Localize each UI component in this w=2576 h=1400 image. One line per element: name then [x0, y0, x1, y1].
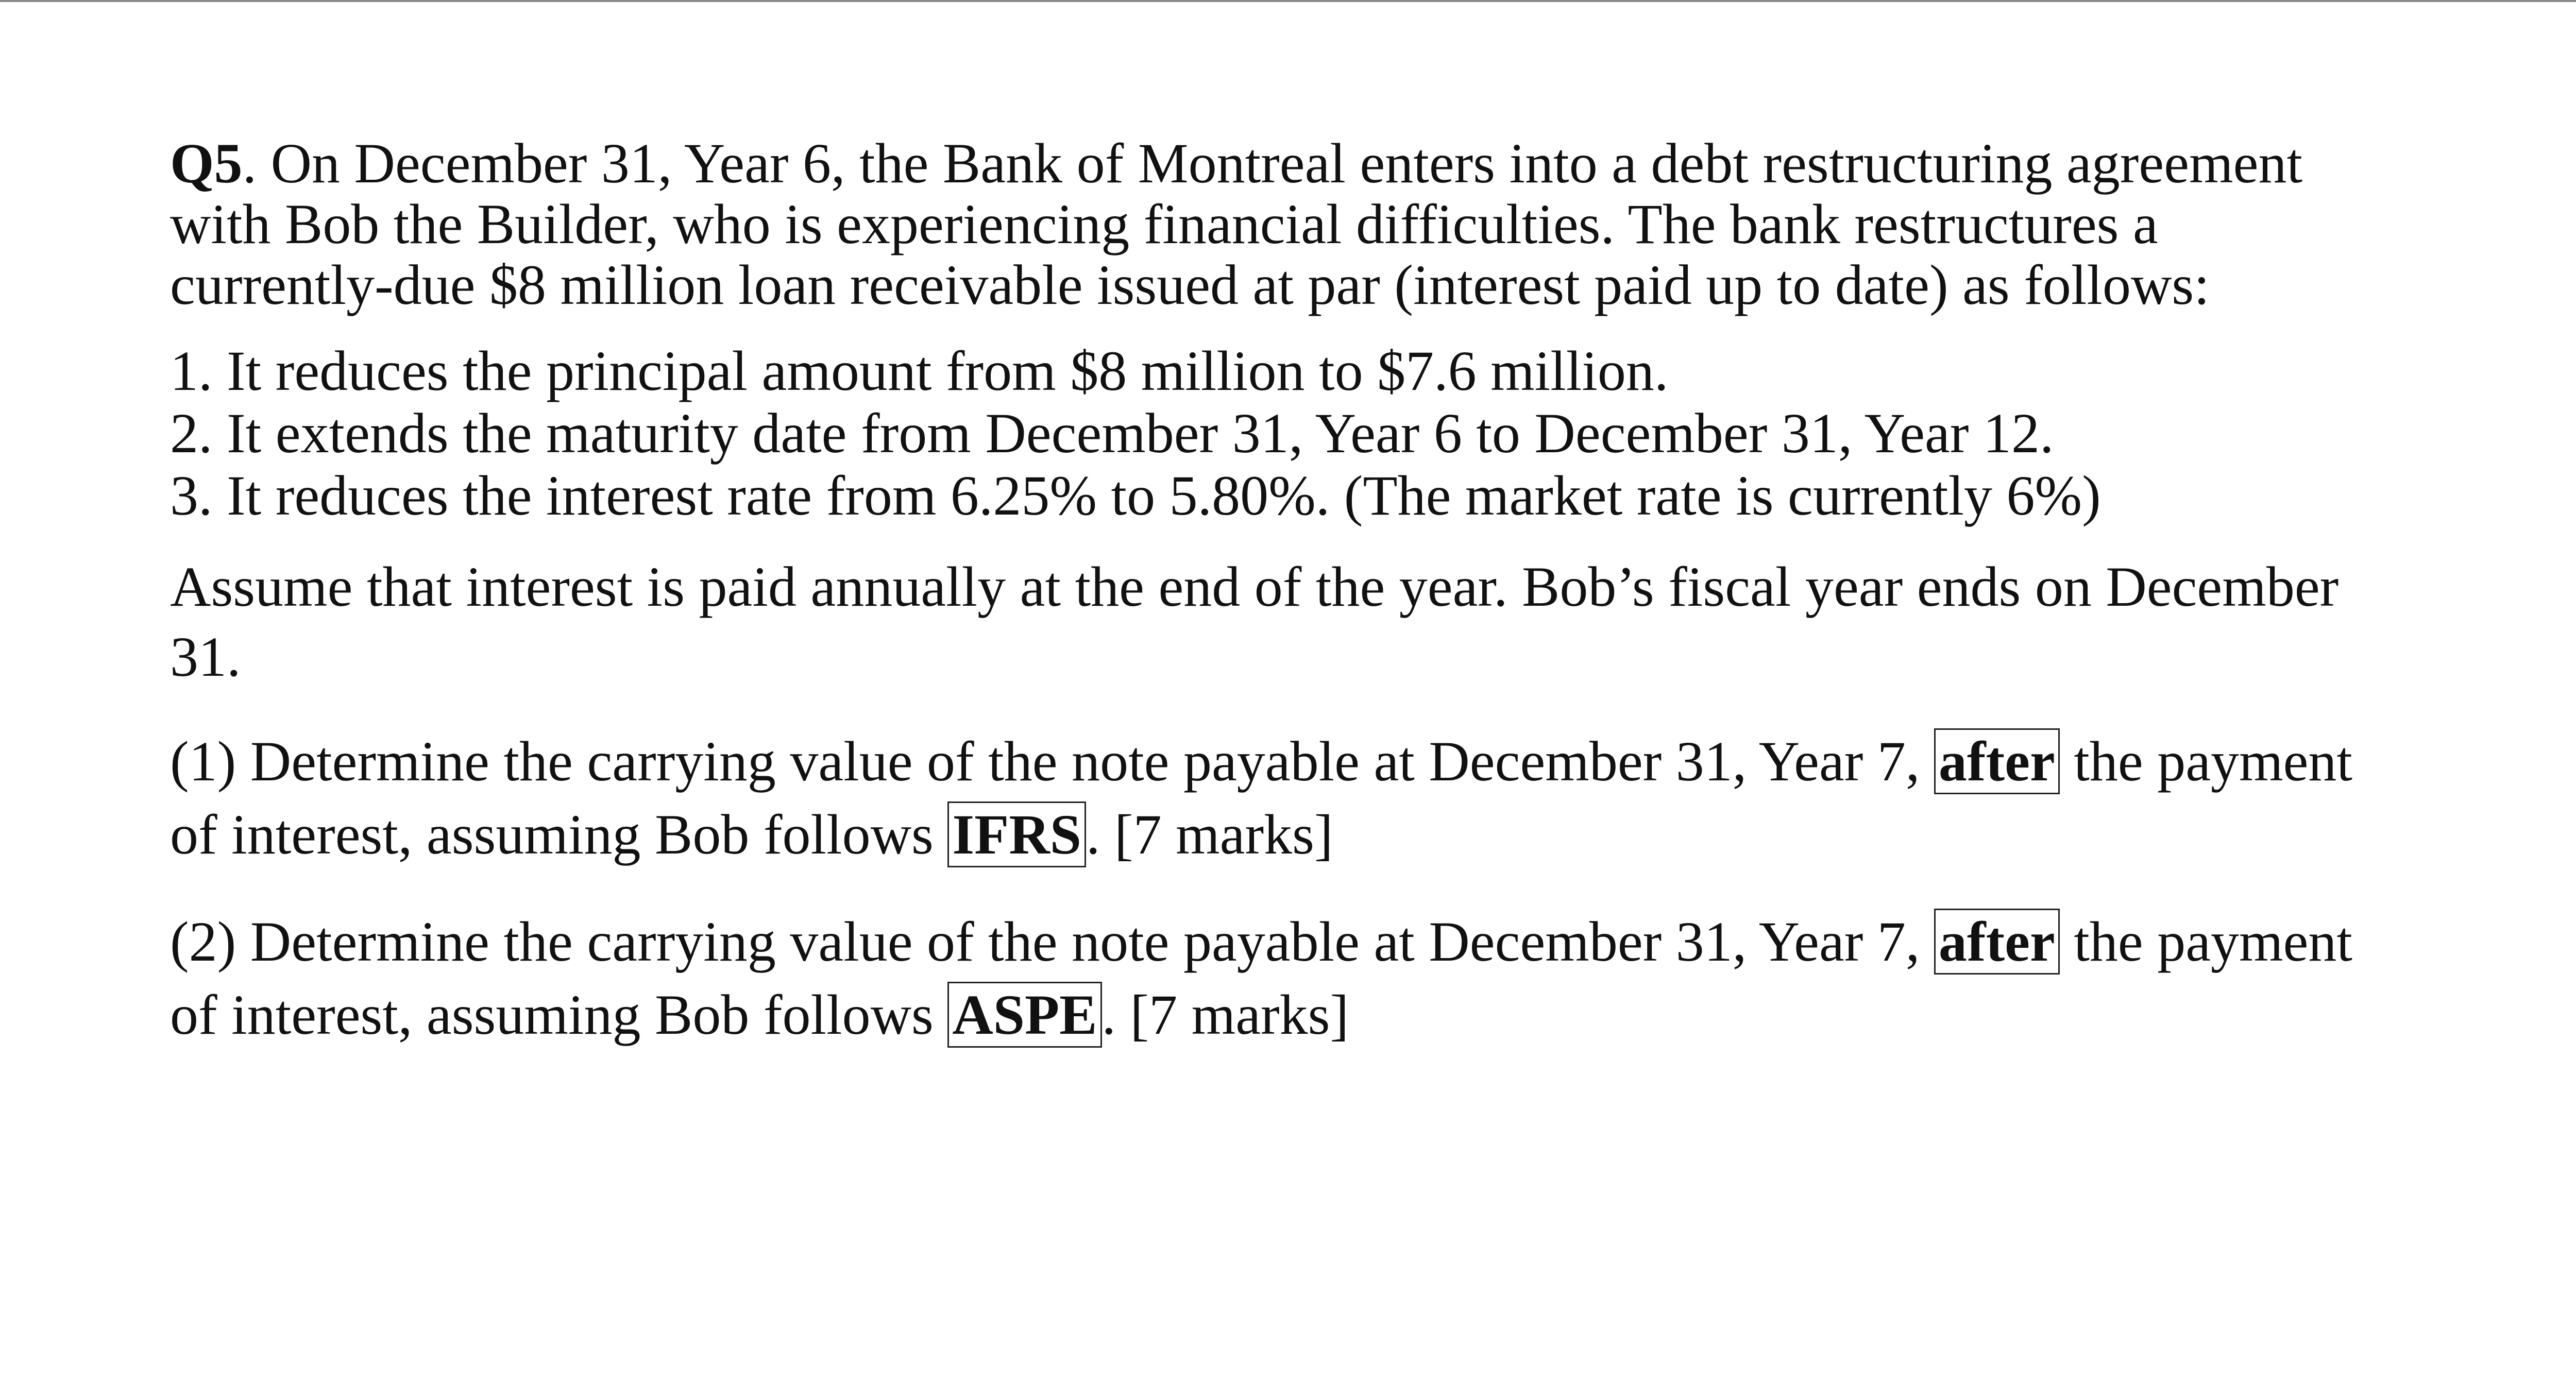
intro-line-2: with Bob the Builder, who is experiencing financial difficulties. The bank restructures a: [170, 193, 2158, 255]
part-2-line-2: of interest, assuming Bob follows ASPE. [7 marks]: [170, 978, 2566, 1051]
assumption-line-2: 31.: [170, 625, 241, 688]
restructuring-terms-list: [170, 340, 2566, 527]
assumption-paragraph: [170, 552, 2566, 692]
part-2-line-1: (2) Determine the carrying value of the note payable at December 31, Year 7, after the payment: [170, 905, 2566, 978]
boxed-keyword-after: after: [1934, 909, 2060, 975]
part-1-line-2: of interest, assuming Bob follows IFRS. [7 marks]: [170, 798, 2566, 871]
question-intro: [170, 133, 2566, 315]
question-label: Q5: [170, 132, 243, 195]
question-document: [170, 133, 2566, 1085]
boxed-keyword-aspe: ASPE: [947, 982, 1101, 1048]
term-item-1: 1. It reduces the principal amount from $8 million to $7.6 million.: [170, 339, 1669, 402]
intro-line-3: currently-due $8 million loan receivable issued at par (interest paid up to date) as follows:: [170, 253, 2210, 316]
boxed-keyword-ifrs: IFRS: [947, 801, 1086, 867]
term-item-2: 2. It extends the maturity date from December 31, Year 6 to December 31, Year 12.: [170, 402, 2054, 465]
assumption-line-1: Assume that interest is paid annually at the end of the year. Bob’s fiscal year ends on December: [170, 555, 2339, 618]
part-2-aspe: [170, 905, 2566, 1051]
term-item-3: 3. It reduces the interest rate from 6.25% to 5.80%. (The market rate is currently 6%): [170, 464, 2101, 527]
part-1-line-1: (1) Determine the carrying value of the note payable at December 31, Year 7, after the payment: [170, 725, 2566, 798]
part-1-ifrs: [170, 725, 2566, 871]
top-divider: [0, 0, 2576, 2]
boxed-keyword-after: after: [1934, 728, 2060, 794]
intro-line-1: Q5. On December 31, Year 6, the Bank of Montreal enters into a debt restructuring agreement: [170, 132, 2303, 195]
